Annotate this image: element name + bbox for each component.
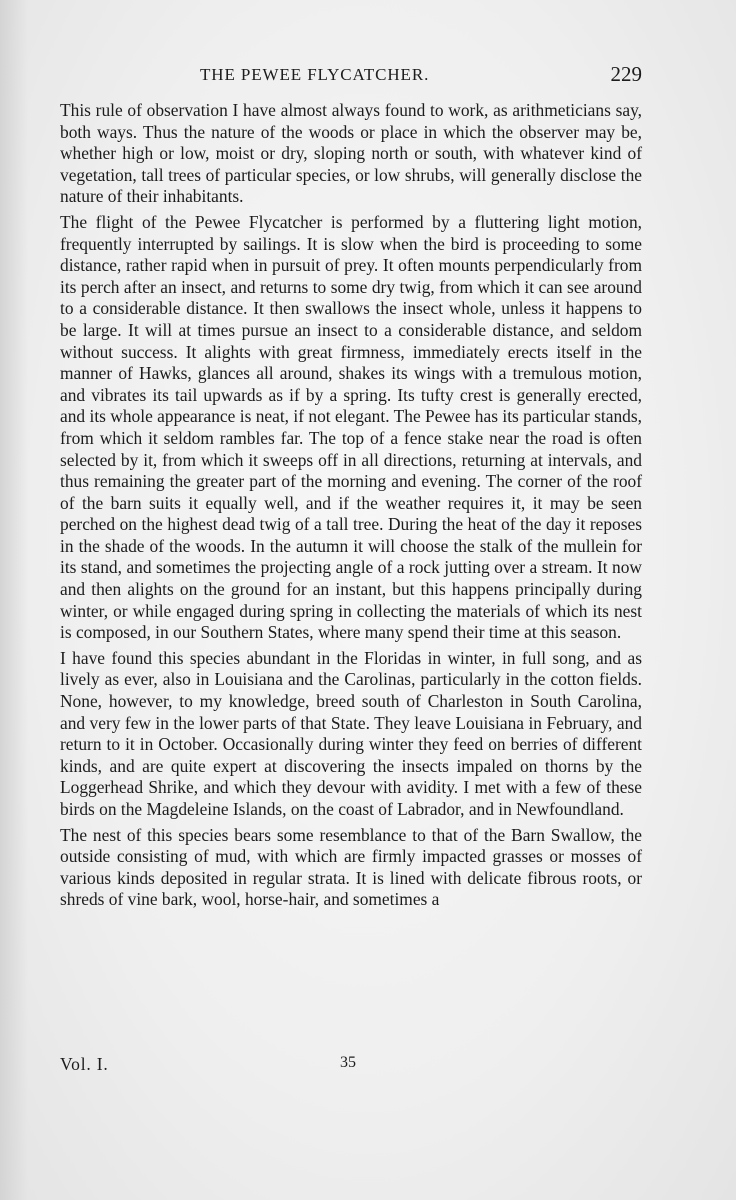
running-head: THE PEWEE FLYCATCHER.: [200, 65, 430, 84]
paragraph: I have found this species abundant in the Floridas in winter, in full song, and as lively as ever, also in Louisiana and the Carolinas, particularly in the cotton fields. None, however, to my knowledge, breed south of Charleston in South Carolina, and very few in the lower parts of that State. They leave Louisiana in February, and return to it in October. Occasionally during winter they feed on berries of different kinds, and are quite expert at discovering the insects impaled on thorns by the Loggerhead Shrike, and which they devour with avidity. I met with a few of these birds on the Magdeleine Islands, on the coast of Labrador, and in Newfoundland.: [60, 647, 642, 819]
page-footer: [60, 1054, 642, 1078]
page-number: 229: [610, 62, 642, 86]
gutter-shadow: [0, 0, 28, 1200]
signature-mark: 35: [340, 1054, 356, 1071]
paragraph: The flight of the Pewee Flycatcher is performed by a fluttering light motion, frequently interrupted by sailings. It is slow when the bird is proceeding to some distance, rather rapid when in pursuit of prey. It often mounts perpendicularly from its perch after an insect, and returns to some dry twig, from which it can see around to a considerable distance. It then swallows the insect whole, unless it happens to be large. It will at times pursue an insect to a considerable distance, and seldom without success. It alights with great firmness, immediately erects itself in the manner of Hawks, glances all around, shakes its wings with a tremulous motion, and vibrates its tail upwards as if by a spring. Its tufty crest is generally erected, and its whole appearance is neat, if not elegant. The Pewee has its particular stands, from which it seldom rambles far. The top of a fence stake near the road is often selected by it, from which it sweeps off in all directions, returning at intervals, and thus remaining the greater part of the morning and evening. The corner of the roof of the barn suits it equally well, and if the weather requires it, it may be seen perched on the highest dead twig of a tall tree. During the heat of the day it reposes in the shade of the woods. In the autumn it will choose the stalk of the mullein for its stand, and sometimes the projecting angle of a rock jutting over a stream. It now and then alights on the ground for an instant, but this happens principally during winter, or while engaged during spring in collecting the materials of which its nest is composed, in our Southern States, where many spend their time at this season.: [60, 211, 642, 643]
body-text: [60, 100, 642, 915]
page-header: [60, 62, 642, 92]
paragraph: This rule of observation I have almost always found to work, as arithmeticians say, both ways. Thus the nature of the woods or place in which the observer may be, whether high or low, moist or dry, sloping north or south, with whatever kind of vegetation, tall trees of particular species, or low shrubs, will generally disclose the nature of their inhabitants.: [60, 100, 642, 207]
volume-label: Vol. I.: [60, 1054, 109, 1074]
paragraph: The nest of this species bears some resemblance to that of the Barn Swallow, the outside consisting of mud, with which are firmly impacted grasses or mosses of various kinds deposited in regular strata. It is lined with delicate fibrous roots, or shreds of vine bark, wool, horse-hair, and sometimes a: [60, 824, 642, 910]
